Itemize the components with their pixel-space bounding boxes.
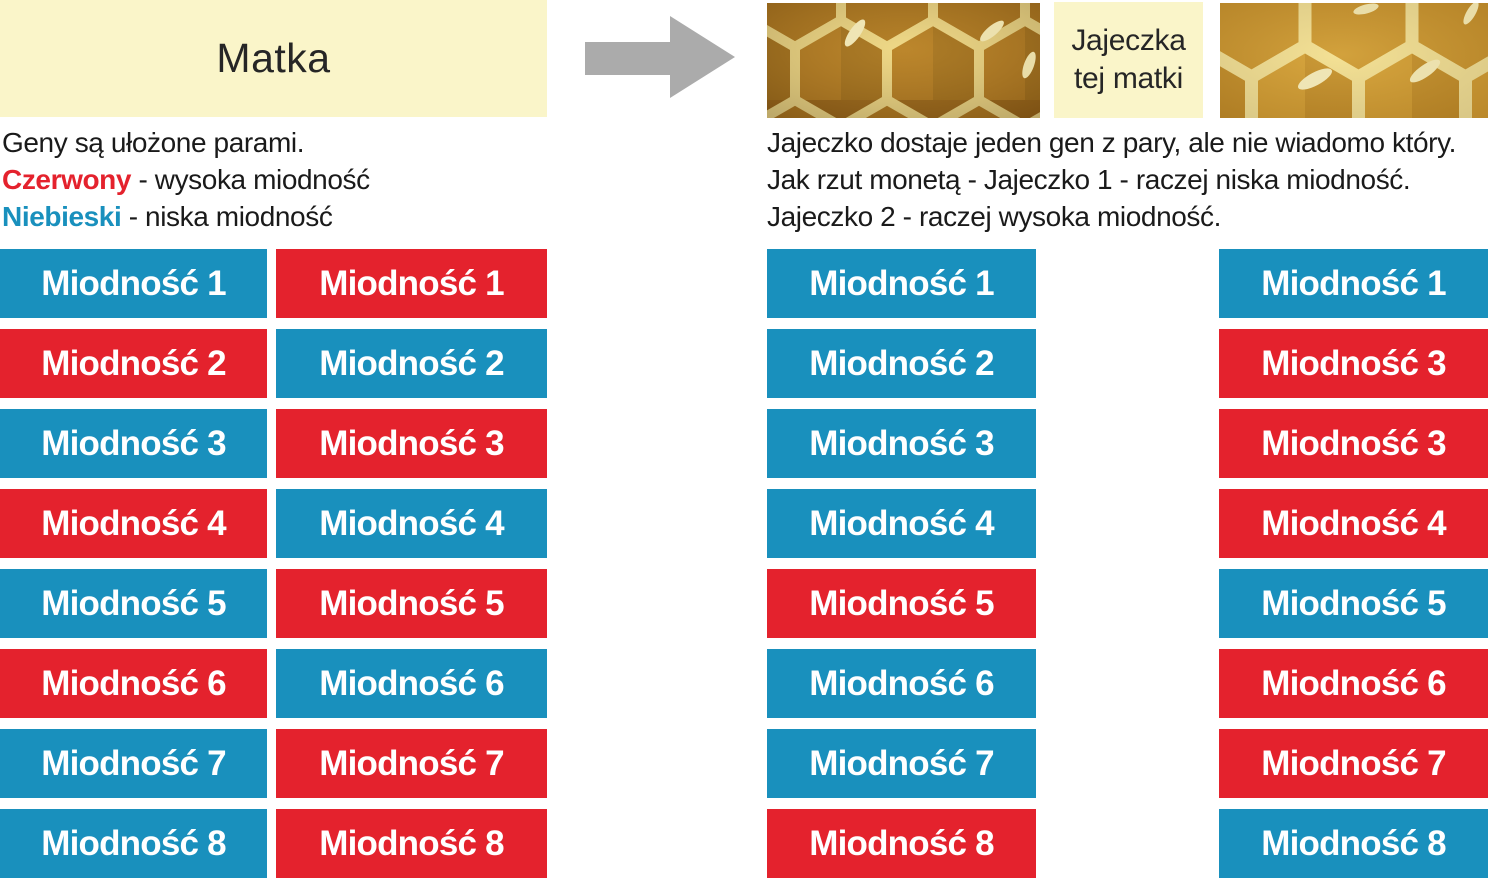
gene-box: Miodność 3 bbox=[767, 409, 1036, 478]
gene-legend bbox=[2, 124, 602, 235]
gene-box: Miodność 4 bbox=[0, 489, 267, 558]
legend-blue-term: Niebieski bbox=[2, 201, 122, 232]
gene-box: Miodność 5 bbox=[276, 569, 547, 638]
legend-red-term: Czerwony bbox=[2, 164, 132, 195]
eggs-label-line1: Jajeczka bbox=[1071, 24, 1186, 57]
gene-box: Miodność 5 bbox=[767, 569, 1036, 638]
arrow-right-icon bbox=[585, 16, 735, 100]
gene-box: Miodność 4 bbox=[1219, 489, 1488, 558]
gene-box: Miodność 3 bbox=[276, 409, 547, 478]
gene-box: Miodność 3 bbox=[1219, 329, 1488, 398]
jajeczko-1-gene-column bbox=[767, 249, 1036, 878]
eggs-explanation-text: Jajeczko dostaje jeden gen z pary, ale nie wiadomo który. Jak rzut monetą - Jajeczko 1 - raczej niska miodność. Jajeczko 2 - raczej wysoka miodność. bbox=[767, 127, 1456, 232]
matka-title-box bbox=[0, 0, 547, 117]
gene-box: Miodność 7 bbox=[0, 729, 267, 798]
gene-box: Miodność 1 bbox=[767, 249, 1036, 318]
gene-box: Miodność 6 bbox=[0, 649, 267, 718]
jajeczko-2-gene-column bbox=[1219, 249, 1488, 878]
gene-box: Miodność 7 bbox=[276, 729, 547, 798]
legend-blue-desc: - niska miodność bbox=[121, 201, 333, 232]
legend-red-desc: - wysoka miodność bbox=[131, 164, 370, 195]
gene-box: Miodność 6 bbox=[276, 649, 547, 718]
matka-gene-column-1 bbox=[0, 249, 267, 878]
gene-box: Miodność 2 bbox=[276, 329, 547, 398]
gene-box: Miodność 1 bbox=[1219, 249, 1488, 318]
legend-blue-line bbox=[2, 198, 602, 235]
gene-box: Miodność 6 bbox=[1219, 649, 1488, 718]
gene-box: Miodność 2 bbox=[767, 329, 1036, 398]
honeycomb-photo-right bbox=[1220, 3, 1488, 118]
legend-intro: Geny są ułożone parami. bbox=[2, 127, 305, 158]
gene-box: Miodność 8 bbox=[767, 809, 1036, 878]
gene-box: Miodność 5 bbox=[0, 569, 267, 638]
gene-box: Miodność 8 bbox=[1219, 809, 1488, 878]
gene-box: Miodność 3 bbox=[1219, 409, 1488, 478]
gene-box: Miodność 8 bbox=[276, 809, 547, 878]
gene-box: Miodność 7 bbox=[1219, 729, 1488, 798]
gene-box: Miodność 6 bbox=[767, 649, 1036, 718]
gene-box: Miodność 2 bbox=[0, 329, 267, 398]
eggs-label-box bbox=[1054, 2, 1203, 118]
gene-box: Miodność 4 bbox=[767, 489, 1036, 558]
matka-gene-column-2 bbox=[276, 249, 547, 878]
matka-title: Matka bbox=[216, 35, 331, 81]
gene-box: Miodność 5 bbox=[1219, 569, 1488, 638]
gene-box: Miodność 1 bbox=[276, 249, 547, 318]
gene-box: Miodność 8 bbox=[0, 809, 267, 878]
gene-box: Miodność 1 bbox=[0, 249, 267, 318]
legend-red-line bbox=[2, 161, 602, 198]
eggs-label-line2: tej matki bbox=[1074, 62, 1183, 95]
honeycomb-photo-left bbox=[767, 3, 1040, 118]
gene-box: Miodność 3 bbox=[0, 409, 267, 478]
gene-box: Miodność 7 bbox=[767, 729, 1036, 798]
gene-box: Miodność 4 bbox=[276, 489, 547, 558]
